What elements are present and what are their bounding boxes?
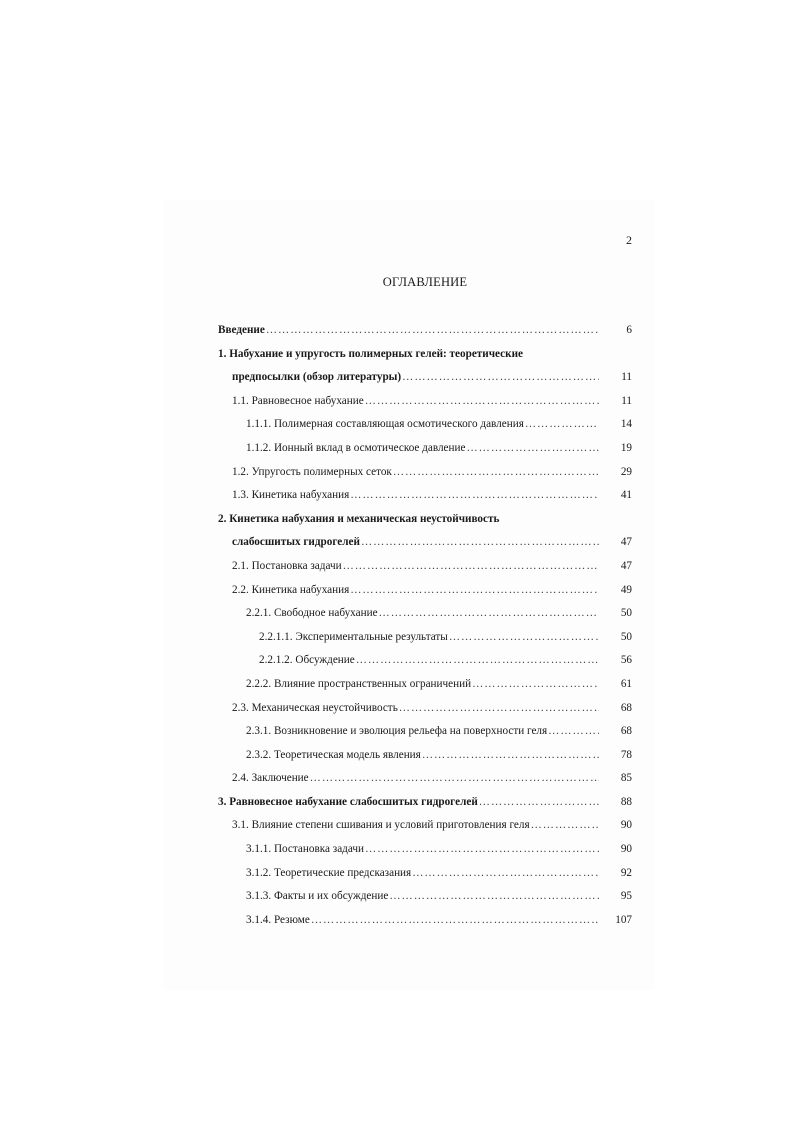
toc-entry-page: 90 xyxy=(620,843,632,856)
toc-entry[interactable] xyxy=(218,462,632,486)
toc-entry-page: 56 xyxy=(620,654,632,667)
toc-entry-page: 68 xyxy=(620,725,632,738)
toc-entry[interactable] xyxy=(218,839,632,863)
toc-entry[interactable] xyxy=(218,863,632,887)
toc-entry[interactable] xyxy=(218,674,632,698)
toc-entry-title: 2.2.1.2. Обсуждение xyxy=(259,654,355,667)
toc-entry-title: 1.1. Равновесное набухание xyxy=(232,394,364,407)
toc-entry-page: 11 xyxy=(621,371,632,384)
toc-entry-title: 1.3. Кинетика набухания xyxy=(232,489,350,502)
toc-entry-page: 68 xyxy=(620,701,632,714)
toc-entry-title: 3. Равновесное набухание слабосшитых гидрогелей xyxy=(218,795,478,808)
toc-leader-dots xyxy=(500,509,599,529)
toc-entry-title: 3.1.1. Постановка задачи xyxy=(246,843,364,856)
toc-entry-title: 1.2. Упругость полимерных сеток xyxy=(232,465,392,478)
toc-entry-page: 50 xyxy=(620,630,632,643)
toc-entry-title: слабосшитых гидрогелей xyxy=(232,536,360,549)
toc-entry-title: 2.2.2. Влияние пространственных ограничений xyxy=(246,677,472,690)
toc-entry-title: 1.1.1. Полимерная составляющая осмотического давления xyxy=(246,418,524,431)
toc-entry[interactable] xyxy=(218,745,632,769)
toc-entry-page: 14 xyxy=(620,418,632,431)
toc-entry-page: 50 xyxy=(620,607,632,620)
toc-entry-title: 3.1.2. Теоретические предсказания xyxy=(246,866,412,879)
toc-leader-dots xyxy=(365,839,599,859)
toc-leader-dots xyxy=(412,863,599,883)
toc-entry[interactable] xyxy=(218,815,632,839)
toc-entry-title: 3.1.3. Факты и их обсуждение xyxy=(246,890,389,903)
toc-leader-dots xyxy=(472,674,599,694)
toc-leader-dots xyxy=(466,438,599,458)
toc-entry-page: 49 xyxy=(620,583,632,596)
toc-leader-dots xyxy=(479,792,599,812)
toc-entry-title: 3.1.4. Резюме xyxy=(246,913,310,926)
toc-entry-page: 29 xyxy=(620,465,632,478)
toc-leader-dots xyxy=(361,532,599,552)
toc-entry[interactable] xyxy=(218,698,632,722)
toc-entry-page: 95 xyxy=(620,890,632,903)
toc-entry[interactable] xyxy=(218,391,632,415)
table-of-contents xyxy=(218,320,632,933)
toc-leader-dots xyxy=(389,886,599,906)
toc-leader-dots xyxy=(356,650,599,670)
toc-entry[interactable] xyxy=(218,414,632,438)
toc-leader-dots xyxy=(531,815,599,835)
toc-entry-page: 47 xyxy=(620,536,632,549)
toc-leader-dots xyxy=(343,556,599,576)
toc-entry-page: 11 xyxy=(621,394,632,407)
toc-entry-page: 88 xyxy=(620,795,632,808)
toc-leader-dots xyxy=(310,768,599,788)
toc-entry[interactable] xyxy=(218,532,632,556)
toc-entry-page: 61 xyxy=(620,677,632,690)
toc-entry-title: 2.3. Механическая неустойчивость xyxy=(232,701,398,714)
toc-entry-page: 47 xyxy=(620,559,632,572)
toc-entry[interactable] xyxy=(218,556,632,580)
toc-entry-page: 92 xyxy=(620,866,632,879)
toc-entry-title: 2.2.1. Свободное набухание xyxy=(246,607,378,620)
toc-entry[interactable] xyxy=(218,344,632,368)
toc-entry[interactable] xyxy=(218,320,632,344)
toc-leader-dots xyxy=(350,485,599,505)
page-number: 2 xyxy=(626,233,632,247)
toc-entry[interactable] xyxy=(218,580,632,604)
toc-leader-dots xyxy=(379,603,599,623)
toc-entry-title: 2.3.2. Теоретическая модель явления xyxy=(246,748,421,761)
toc-entry[interactable] xyxy=(218,367,632,391)
toc-entry-page: 19 xyxy=(620,441,632,454)
toc-entry[interactable] xyxy=(218,485,632,509)
toc-leader-dots xyxy=(266,320,599,340)
toc-heading: ОГЛАВЛЕНИЕ xyxy=(382,275,468,289)
toc-leader-dots xyxy=(393,462,599,482)
toc-entry[interactable] xyxy=(218,910,632,934)
toc-leader-dots xyxy=(449,627,599,647)
toc-entry[interactable] xyxy=(218,509,632,533)
toc-entry[interactable] xyxy=(218,627,632,651)
toc-leader-dots xyxy=(365,391,599,411)
toc-entry-page: 85 xyxy=(620,772,632,785)
toc-leader-dots xyxy=(548,721,599,741)
toc-entry-title: 2.2. Кинетика набухания xyxy=(232,583,350,596)
toc-leader-dots xyxy=(524,344,599,364)
toc-entry-title: 2.3.1. Возникновение и эволюция рельефа на поверхности геля xyxy=(246,725,548,738)
toc-entry[interactable] xyxy=(218,603,632,627)
toc-entry-page: 41 xyxy=(620,489,632,502)
toc-entry-title: 2.2.1.1. Экспериментальные результаты xyxy=(259,630,448,643)
toc-leader-dots xyxy=(350,580,599,600)
toc-entry[interactable] xyxy=(218,650,632,674)
toc-entry[interactable] xyxy=(218,768,632,792)
toc-entry-page: 6 xyxy=(626,324,632,336)
toc-entry-title: 2. Кинетика набухания и механическая неустойчивость xyxy=(218,512,500,525)
toc-entry[interactable] xyxy=(218,438,632,462)
toc-entry-title: Введение xyxy=(218,324,265,336)
toc-entry-page: 78 xyxy=(620,748,632,761)
toc-entry-title: 3.1. Влияние степени сшивания и условий приготовления геля xyxy=(232,819,530,832)
toc-leader-dots xyxy=(525,414,599,434)
toc-leader-dots xyxy=(399,698,599,718)
toc-entry-page: 90 xyxy=(620,819,632,832)
toc-entry-title: 1. Набухание и упругость полимерных гелей: теоретические xyxy=(218,347,523,360)
toc-entry[interactable] xyxy=(218,792,632,816)
toc-entry-title: предпосылки (обзор литературы) xyxy=(232,371,402,384)
toc-entry[interactable] xyxy=(218,721,632,745)
toc-entry-title: 1.1.2. Ионный вклад в осмотическое давление xyxy=(246,441,466,454)
toc-leader-dots xyxy=(402,367,599,387)
toc-leader-dots xyxy=(311,910,599,930)
toc-entry-title: 2.4. Заключение xyxy=(232,772,309,785)
toc-entry-title: 2.1. Постановка задачи xyxy=(232,559,342,572)
toc-entry[interactable] xyxy=(218,886,632,910)
toc-entry-page: 107 xyxy=(615,913,632,926)
toc-leader-dots xyxy=(422,745,599,765)
